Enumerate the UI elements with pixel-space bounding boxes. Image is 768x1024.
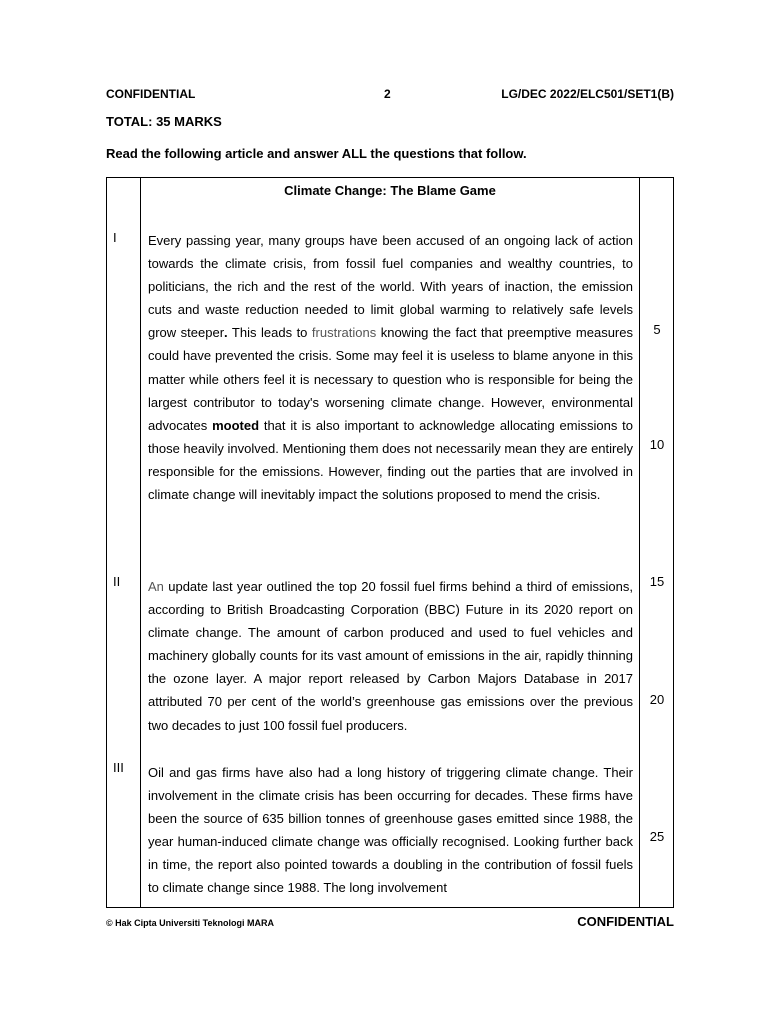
paragraph-1-text-d: that it is also important to acknowledge allocating emissions to those heavily involved. Mentioning them does not necessarily mean they are entirely responsible for the emissions. However, finding out the parties that are involved in climate change will inevitably impact the solutions proposed to mend the crisis. [148, 417, 633, 503]
article-title: Climate Change: The Blame Game [284, 183, 496, 198]
paragraph-number-3: III [113, 760, 124, 775]
article-paragraph-1 [148, 229, 633, 506]
paragraph-number-2: II [113, 574, 121, 589]
paragraph-2-text: update last year outlined the top 20 fossil fuel firms behind a third of emissions, according to British Broadcasting Corporation (BBC) Future in its 2020 report on climate change. The amount of carbon produced and used to fuel vehicles and machinery globally counts for its vast amount of emissions in the air, rapidly thinning the ozone layer. A major report released by Carbon Majors Database in 2017 attributed 70 per cent of the world’s greenhouse gas emissions over the previous two decades to just 100 fossil fuel producers. [148, 579, 633, 733]
instruction-text: Read the following article and answer ALL the questions that follow. [106, 146, 527, 161]
paragraph-1-text-b: This leads to [227, 325, 312, 341]
copyright-notice: © Hak Cipta Universiti Teknologi MARA [106, 918, 274, 928]
paper-code: LG/DEC 2022/ELC501/SET1(B) [501, 87, 674, 101]
paragraph-2-first-word: An [148, 579, 164, 594]
header-confidential-label: CONFIDENTIAL [106, 87, 196, 101]
paragraph-number-1: I [113, 230, 117, 245]
article-paragraph-2 [148, 575, 633, 737]
paragraph-1-bold-word: mooted [212, 417, 260, 433]
paragraph-1-text-a: Every passing year, many groups have been accused of an ongoing lack of action towards the climate crisis, from fossil fuel companies and wealthy countries, to politicians, the rich and the rest of the world. With years of inaction, the emission cuts and waste reduction needed to limit global warming to relatively safe levels grow steeper [148, 233, 633, 341]
article-table [106, 177, 674, 908]
line-number-10: 10 [649, 437, 665, 452]
line-number-5: 5 [653, 322, 661, 337]
paragraph-1-highlighted-word: frustrations [311, 325, 377, 341]
paragraph-column-divider [140, 178, 141, 907]
line-number-25: 25 [649, 829, 665, 844]
paragraph-1-bold-period: . [224, 325, 228, 341]
line-number-20: 20 [649, 692, 665, 707]
article-paragraph-3: Oil and gas firms have also had a long history of triggering climate change. Their involvement in the climate crisis has been occurring for decades. These firms have been the source of 635 billion tonnes of greenhouse gases emitted since 1988, the year human-induced climate change was officially recognised. Looking further back in time, the report also pointed towards a doubling in the contribution of fossil fuels to climate change since 1988. The long involvement [148, 765, 633, 896]
footer-confidential-label: CONFIDENTIAL [577, 914, 674, 929]
paragraph-1-text-c: knowing the fact that preemptive measures could have prevented the crisis. Some may feel it is useless to blame anyone in this matter while others feel it is necessary to question who is responsible for being the largest contributor to today's worsening climate change. However, environmental advocates [148, 325, 633, 433]
line-number-column-divider [639, 178, 640, 907]
page-number: 2 [384, 87, 391, 101]
total-marks: TOTAL: 35 MARKS [106, 114, 222, 129]
line-number-15: 15 [649, 574, 665, 589]
